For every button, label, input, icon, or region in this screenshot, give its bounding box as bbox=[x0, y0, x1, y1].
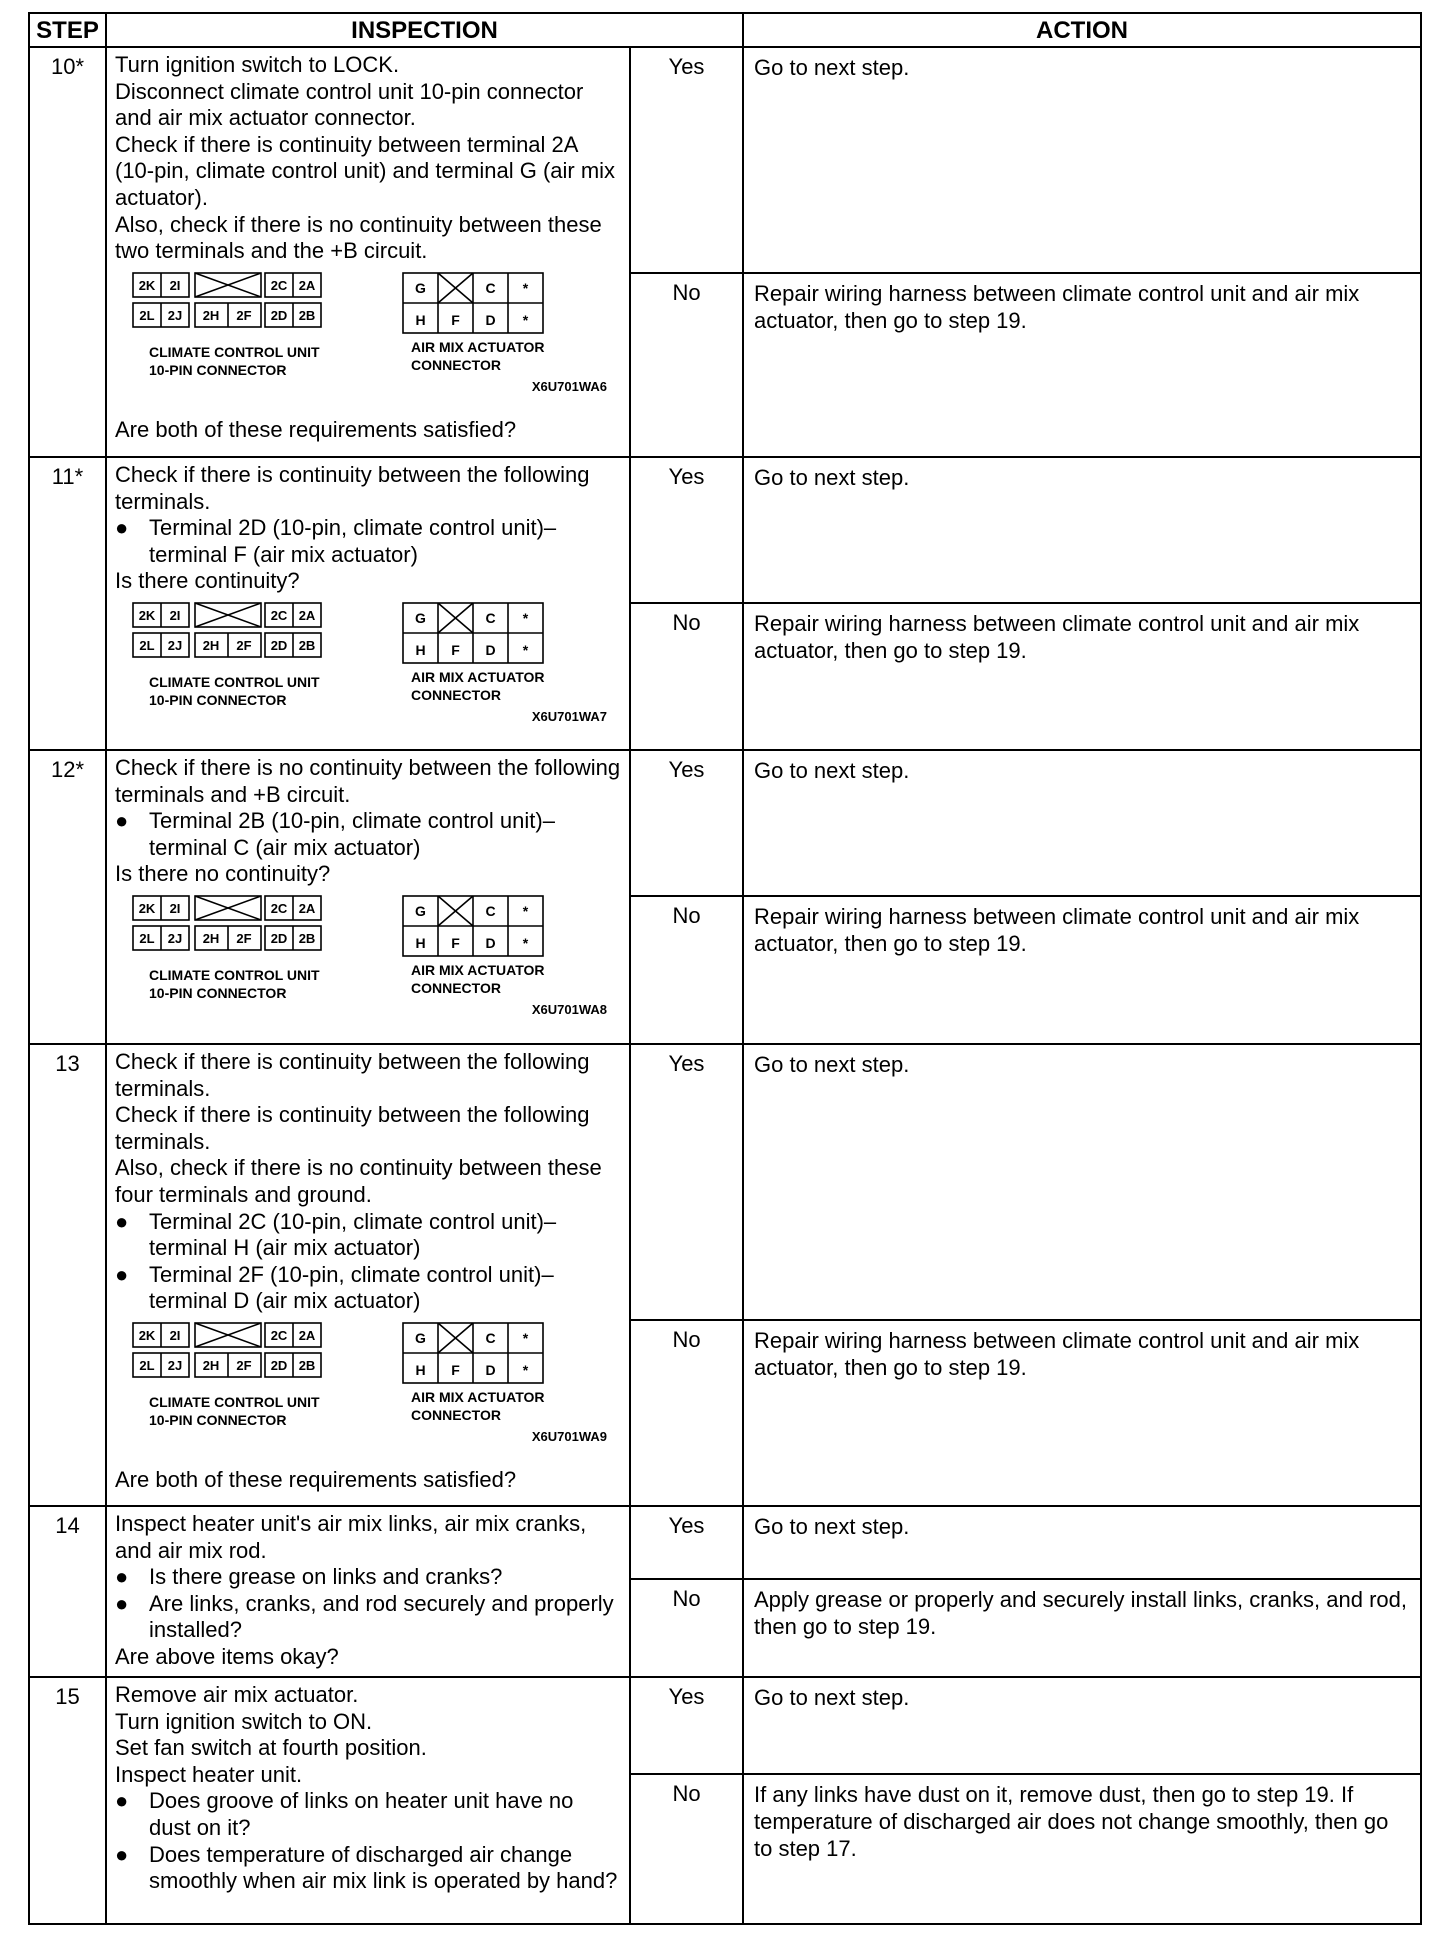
inspection-line: Turn ignition switch to LOCK. bbox=[115, 52, 400, 77]
ccu-pin-label: 2I bbox=[169, 607, 181, 623]
ama-pin-label: * bbox=[522, 902, 529, 919]
ama-pin-label: * bbox=[522, 1329, 529, 1346]
inspection-line: Also, check if there is no continuity between these four terminals and ground. bbox=[115, 1155, 602, 1207]
no-label: No bbox=[630, 273, 743, 457]
ccu-pin-label: 2J bbox=[167, 1357, 183, 1373]
no-action: Repair wiring harness between climate control unit and air mix actuator, then go to step 19. bbox=[743, 1320, 1421, 1506]
ama-caption: AIR MIX ACTUATOR bbox=[411, 338, 545, 355]
ccu-caption: 10-PIN CONNECTOR bbox=[149, 1411, 287, 1428]
ccu-caption: CLIMATE CONTROL UNIT bbox=[149, 343, 320, 360]
bullet-icon: ● bbox=[115, 1841, 129, 1867]
no-action: Apply grease or properly and securely install links, cranks, and rod, then go to step 19. bbox=[743, 1579, 1421, 1677]
inspection-line: Check if there is continuity between terminal 2A (10-pin, climate control unit) and terminal G (air mix actuator). bbox=[115, 131, 616, 210]
ccu-pin-label: 2H bbox=[202, 1357, 220, 1373]
inspection-line: Inspect heater unit's air mix links, air mix cranks, and air mix rod. bbox=[115, 1511, 587, 1563]
yes-label: Yes bbox=[630, 457, 743, 603]
yes-action: Go to next step. bbox=[743, 1506, 1421, 1579]
inspection-question: Are above items okay? bbox=[115, 1643, 339, 1669]
table-row bbox=[29, 457, 1421, 603]
bullet-text: Terminal 2D (10-pin, climate control unit)–terminal F (air mix actuator) bbox=[149, 515, 557, 567]
ccu-caption: CLIMATE CONTROL UNIT bbox=[149, 966, 320, 983]
inspection-text bbox=[107, 48, 629, 265]
ccu-pin-label: 2H bbox=[202, 307, 220, 323]
yes-action: Go to next step. bbox=[743, 750, 1421, 896]
ama-pin-label: * bbox=[522, 1361, 529, 1378]
bullet-icon: ● bbox=[115, 1564, 129, 1590]
inspection-line: Also, check if there is no continuity between these two terminals and the +B circuit. bbox=[115, 211, 602, 264]
ccu-pin-label: 2A bbox=[298, 1327, 316, 1343]
inspection-line: Inspect heater unit. bbox=[115, 1761, 303, 1787]
ama-pin-label: * bbox=[522, 311, 529, 328]
inspection-line: Set fan switch at fourth position. bbox=[115, 1735, 427, 1761]
inspection-question: Is there continuity? bbox=[115, 568, 300, 594]
ama-pin-label: * bbox=[522, 641, 529, 658]
yes-label: Yes bbox=[630, 1506, 743, 1579]
ccu-pin-label: 2B bbox=[298, 637, 316, 653]
table-row bbox=[29, 1506, 1421, 1579]
ama-pin-label: H bbox=[415, 311, 426, 328]
ccu-pin-label: 2J bbox=[167, 930, 183, 946]
ccu-pin-label: 2F bbox=[236, 1357, 252, 1373]
inspection-line: Disconnect climate control unit 10-pin connector and air mix actuator connector. bbox=[115, 78, 584, 131]
table-row bbox=[29, 1044, 1421, 1320]
ccu-pin-label: 2F bbox=[236, 307, 252, 323]
inspection-question: Is there no continuity? bbox=[115, 861, 331, 887]
bullet-item bbox=[115, 1564, 621, 1591]
inspection-cell bbox=[106, 750, 630, 1044]
ccu-pin-label: 2H bbox=[202, 637, 220, 653]
ama-caption: CONNECTOR bbox=[411, 356, 501, 373]
ccu-pin-label: 2B bbox=[298, 1357, 316, 1373]
step-header: STEP bbox=[29, 13, 106, 47]
inspection-text bbox=[107, 751, 629, 888]
ama-caption: CONNECTOR bbox=[411, 1406, 501, 1423]
ama-pin-label: H bbox=[415, 1361, 426, 1378]
ama-pin-label: H bbox=[415, 934, 426, 951]
ama-pin-label: D bbox=[485, 641, 496, 658]
no-label: No bbox=[630, 1579, 743, 1677]
connector-diagram bbox=[107, 1315, 629, 1467]
step-number: 12* bbox=[29, 750, 106, 1044]
ccu-pin-label: 2D bbox=[270, 930, 288, 946]
bullet-text: Does groove of links on heater unit have no dust on it? bbox=[149, 1788, 574, 1840]
ama-pin-label: G bbox=[415, 609, 426, 626]
table-row bbox=[29, 750, 1421, 896]
figure-code: X6U701WA9 bbox=[531, 1428, 607, 1444]
ccu-pin-label: 2J bbox=[167, 637, 183, 653]
ama-pin-label: C bbox=[485, 279, 496, 296]
figure-code: X6U701WA8 bbox=[531, 1001, 607, 1017]
step-number: 10* bbox=[29, 47, 106, 457]
ama-caption: AIR MIX ACTUATOR bbox=[411, 668, 545, 685]
inspection-cell bbox=[106, 457, 630, 750]
bullet-icon: ● bbox=[115, 1261, 129, 1287]
procedure-sheet bbox=[28, 12, 1420, 1932]
step-number: 11* bbox=[29, 457, 106, 750]
ama-pin-label: * bbox=[522, 609, 529, 626]
bullet-icon: ● bbox=[115, 1590, 129, 1616]
table-header-row bbox=[29, 13, 1421, 47]
connector-diagram bbox=[107, 265, 629, 417]
inspection-text bbox=[107, 1678, 629, 1895]
ccu-pin-label: 2L bbox=[139, 637, 155, 653]
ccu-pin-label: 2L bbox=[139, 930, 155, 946]
ccu-pin-label: 2I bbox=[169, 1327, 181, 1343]
table-row bbox=[29, 1677, 1421, 1774]
bullet-icon: ● bbox=[115, 1788, 129, 1814]
ccu-pin-label: 2C bbox=[270, 277, 288, 293]
step-number: 14 bbox=[29, 1506, 106, 1677]
inspection-line: Check if there is continuity between the following terminals. bbox=[115, 1049, 590, 1101]
ccu-pin-label: 2K bbox=[138, 900, 156, 916]
yes-label: Yes bbox=[630, 1677, 743, 1774]
ccu-pin-label: 2B bbox=[298, 930, 316, 946]
inspection-text bbox=[107, 1507, 629, 1671]
bullet-item bbox=[115, 1591, 621, 1644]
ccu-caption: 10-PIN CONNECTOR bbox=[149, 361, 287, 378]
ccu-pin-label: 2I bbox=[169, 900, 181, 916]
connector-diagram bbox=[107, 595, 629, 747]
ama-pin-label: * bbox=[522, 279, 529, 296]
ama-pin-label: F bbox=[451, 1361, 460, 1378]
no-label: No bbox=[630, 896, 743, 1044]
no-label: No bbox=[630, 603, 743, 750]
bullet-icon: ● bbox=[115, 1208, 129, 1234]
no-label: No bbox=[630, 1774, 743, 1924]
yes-label: Yes bbox=[630, 47, 743, 273]
inspection-text bbox=[107, 458, 629, 595]
inspection-question: Are both of these requirements satisfied? bbox=[115, 416, 517, 442]
bullet-item bbox=[115, 515, 621, 568]
figure-code: X6U701WA6 bbox=[531, 378, 607, 394]
inspection-line: Check if there is continuity between the following terminals. bbox=[115, 462, 590, 514]
ccu-pin-label: 2F bbox=[236, 637, 252, 653]
inspection-header: INSPECTION bbox=[106, 13, 743, 47]
no-action: If any links have dust on it, remove dust, then go to step 19. If temperature of discharged air does not change smoothly, then go to step 17. bbox=[743, 1774, 1421, 1924]
ama-caption: AIR MIX ACTUATOR bbox=[411, 1388, 545, 1405]
ama-pin-label: C bbox=[485, 902, 496, 919]
ccu-pin-label: 2C bbox=[270, 1327, 288, 1343]
ama-pin-label: D bbox=[485, 1361, 496, 1378]
ama-pin-label: D bbox=[485, 311, 496, 328]
inspection-cell bbox=[106, 1044, 630, 1506]
ama-pin-label: G bbox=[415, 1329, 426, 1346]
figure-code: X6U701WA7 bbox=[531, 708, 607, 724]
bullet-item bbox=[115, 1262, 621, 1315]
ama-pin-label: F bbox=[451, 934, 460, 951]
ccu-pin-label: 2D bbox=[270, 307, 288, 323]
step-number: 15 bbox=[29, 1677, 106, 1924]
ama-pin-label: * bbox=[522, 934, 529, 951]
ama-caption: CONNECTOR bbox=[411, 686, 501, 703]
inspection-line: Turn ignition switch to ON. bbox=[115, 1708, 373, 1734]
yes-action: Go to next step. bbox=[743, 457, 1421, 603]
bullet-item bbox=[115, 1209, 621, 1262]
ama-pin-label: D bbox=[485, 934, 496, 951]
ccu-pin-label: 2K bbox=[138, 277, 156, 293]
ama-caption: CONNECTOR bbox=[411, 979, 501, 996]
ama-pin-label: G bbox=[415, 902, 426, 919]
ama-pin-label: C bbox=[485, 609, 496, 626]
inspection-cell bbox=[106, 47, 630, 457]
inspection-line: Remove air mix actuator. bbox=[115, 1682, 359, 1707]
connector-diagram bbox=[107, 888, 629, 1040]
ccu-pin-label: 2D bbox=[270, 1357, 288, 1373]
ccu-pin-label: 2B bbox=[298, 307, 316, 323]
ama-pin-label: H bbox=[415, 641, 426, 658]
inspection-line: Check if there is continuity between the following terminals. bbox=[115, 1102, 590, 1154]
bullet-text: Is there grease on links and cranks? bbox=[149, 1564, 503, 1590]
yes-action: Go to next step. bbox=[743, 1044, 1421, 1320]
no-action: Repair wiring harness between climate control unit and air mix actuator, then go to step 19. bbox=[743, 603, 1421, 750]
yes-action: Go to next step. bbox=[743, 47, 1421, 273]
ccu-pin-label: 2A bbox=[298, 277, 316, 293]
bullet-text: Are links, cranks, and rod securely and properly installed? bbox=[149, 1590, 614, 1643]
ccu-caption: CLIMATE CONTROL UNIT bbox=[149, 1393, 320, 1410]
ama-caption: AIR MIX ACTUATOR bbox=[411, 961, 545, 978]
no-action: Repair wiring harness between climate control unit and air mix actuator, then go to step 19. bbox=[743, 273, 1421, 457]
ama-pin-label: C bbox=[485, 1329, 496, 1346]
step-number: 13 bbox=[29, 1044, 106, 1506]
inspection-question: Are both of these requirements satisfied? bbox=[115, 1466, 517, 1492]
yes-action: Go to next step. bbox=[743, 1677, 1421, 1774]
bullet-item bbox=[115, 808, 621, 861]
ama-pin-label: F bbox=[451, 641, 460, 658]
ccu-pin-label: 2K bbox=[138, 607, 156, 623]
ccu-pin-label: 2J bbox=[167, 307, 183, 323]
bullet-text: Terminal 2B (10-pin, climate control unit)–terminal C (air mix actuator) bbox=[149, 808, 555, 860]
bullet-text: Terminal 2C (10-pin, climate control unit)–terminal H (air mix actuator) bbox=[149, 1208, 557, 1261]
bullet-text: Does temperature of discharged air change smoothly when air mix link is operated by hand? bbox=[149, 1841, 618, 1894]
inspection-cell bbox=[106, 1506, 630, 1677]
ccu-pin-label: 2H bbox=[202, 930, 220, 946]
inspection-cell bbox=[106, 1677, 630, 1924]
bullet-item bbox=[115, 1788, 621, 1841]
inspection-text bbox=[107, 1045, 629, 1315]
ama-pin-label: G bbox=[415, 279, 426, 296]
ccu-pin-label: 2C bbox=[270, 607, 288, 623]
ccu-caption: 10-PIN CONNECTOR bbox=[149, 691, 287, 708]
ccu-pin-label: 2F bbox=[236, 930, 252, 946]
ccu-pin-label: 2D bbox=[270, 637, 288, 653]
bullet-icon: ● bbox=[115, 808, 129, 834]
bullet-text: Terminal 2F (10-pin, climate control unit)–terminal D (air mix actuator) bbox=[149, 1261, 554, 1314]
ccu-pin-label: 2K bbox=[138, 1327, 156, 1343]
yes-label: Yes bbox=[630, 1044, 743, 1320]
ccu-caption: CLIMATE CONTROL UNIT bbox=[149, 673, 320, 690]
action-header: ACTION bbox=[743, 13, 1421, 47]
ccu-pin-label: 2L bbox=[139, 307, 155, 323]
inspection-line: Check if there is no continuity between the following terminals and +B circuit. bbox=[115, 755, 621, 807]
ccu-pin-label: 2I bbox=[169, 277, 181, 293]
bullet-item bbox=[115, 1842, 621, 1895]
ama-pin-label: F bbox=[451, 311, 460, 328]
bullet-icon: ● bbox=[115, 515, 129, 541]
ccu-pin-label: 2L bbox=[139, 1357, 155, 1373]
yes-label: Yes bbox=[630, 750, 743, 896]
no-action: Repair wiring harness between climate control unit and air mix actuator, then go to step 19. bbox=[743, 896, 1421, 1044]
diagnostic-table bbox=[28, 12, 1422, 1925]
ccu-pin-label: 2C bbox=[270, 900, 288, 916]
ccu-caption: 10-PIN CONNECTOR bbox=[149, 984, 287, 1001]
table-row bbox=[29, 47, 1421, 273]
ccu-pin-label: 2A bbox=[298, 900, 316, 916]
ccu-pin-label: 2A bbox=[298, 607, 316, 623]
no-label: No bbox=[630, 1320, 743, 1506]
